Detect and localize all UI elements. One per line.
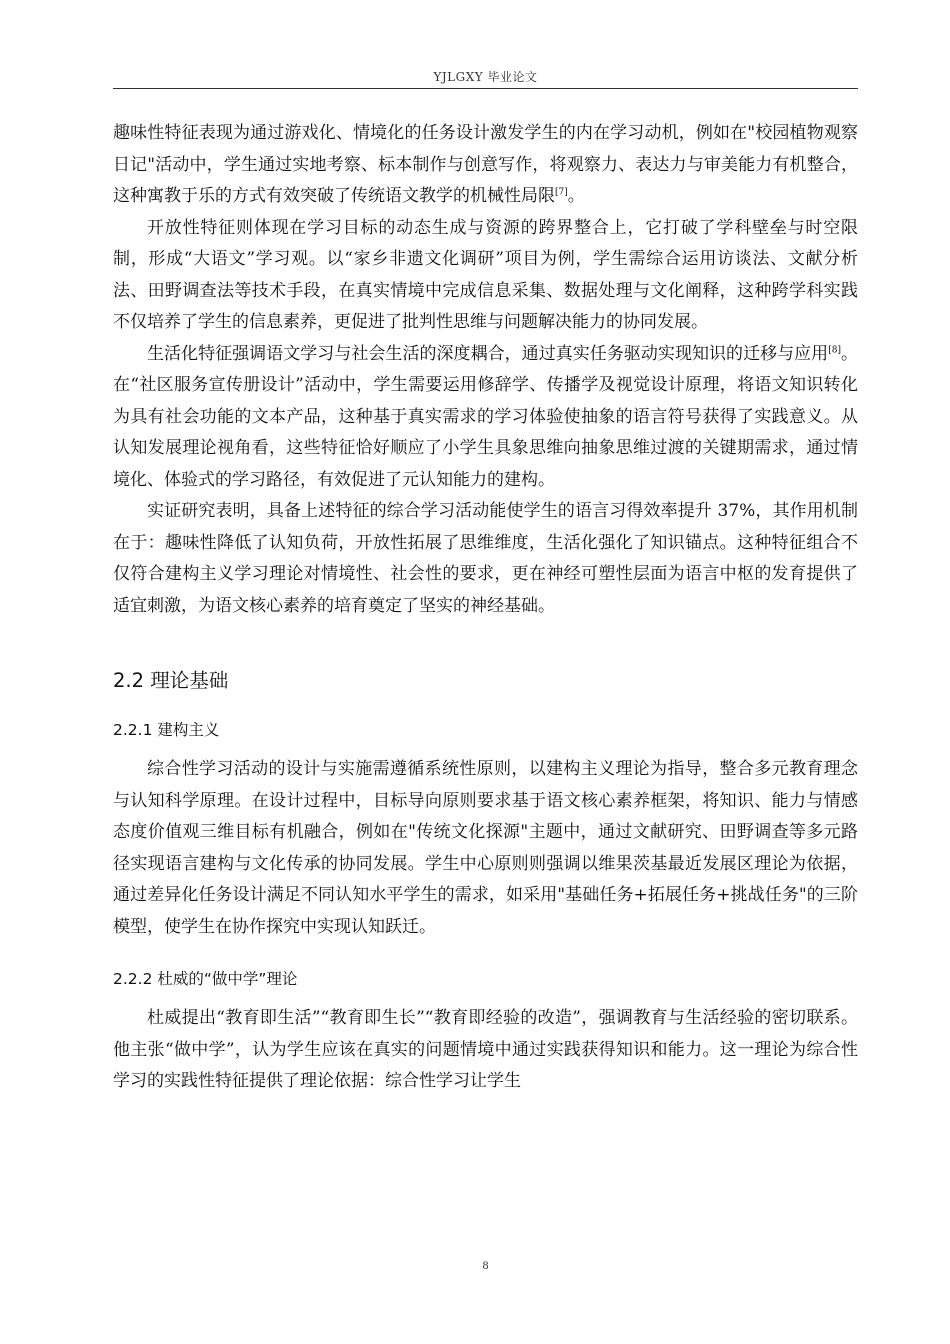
paragraph-empirical-study: 实证研究表明，具备上述特征的综合学习活动能使学生的语言习得效率提升 37%，其作用机制在于：趣味性降低了认知负荷，开放性拓展了思维维度，生活化强化了知识锚点。这种特征组合不仅符合建构主义学习理论对情境性、社会性的要求，更在神经可塑性层面为语言中枢的发育提供了适宜刺激，为语文核心素养的培育奠定了坚实的神经基础。 [113,501,858,616]
citation-8: [8] [828,344,841,355]
paragraph-text: 生活化特征强调语文学习与社会生活的深度耦合，通过真实任务驱动实现知识的迁移与应用 [147,343,829,364]
paragraph-dewey: 杜威提出“教育即生活”“教育即生长”“教育即经验的改造”，强调教育与生活经验的密切联系。他主张“做中学”，认为学生应该在真实的问题情境中通过实践获得知识和能力。这一理论为综合性学习的实践性特征提供了理论依据：综合性学习让学生 [113,1008,858,1091]
paragraph-tail: 。在“社区服务宣传册设计”活动中，学生需要运用修辞学、传播学及视觉设计原理，将语文知识转化为具有社会功能的文本产品，这种基于真实需求的学习体验使抽象的语言符号获得了实践意义。从认知发展理论视角看，这些特征恰好顺应了小学生具象思维向抽象思维过渡的关键期需求，通过情境化、体验式的学习路径，有效促进了元认知能力的建构。 [113,343,858,490]
citation-7: [7] [555,187,568,198]
paragraph-constructivism: 综合性学习活动的设计与实施需遵循系统性原则，以建构主义理论为指导，整合多元教育理念与认知科学原理。在设计过程中，目标导向原则要求基于语文核心素养框架，将知识、能力与情感态度价值观三维目标有机融合，例如在"传统文化探源"主题中，通过文献研究、田野调查等多元路径实现语言建构与文化传承的协同发展。学生中心原则则强调以维果茨基最近发展区理论为依据，通过差异化任务设计满足不同认知水平学生的需求，如采用"基础任务+拓展任务+挑战任务"的三阶模型，使学生在协作探究中实现认知跃迁。 [113,759,858,937]
paragraph-interest-feature [113,118,858,213]
subsection-heading-2-2-1: 2.2.1 建构主义 [113,721,220,739]
running-header: YJLGXY 毕业论文 [433,70,538,84]
paragraph-tail: 。 [567,186,585,206]
document-body [113,118,858,1098]
paragraph-text: 趣味性特征表现为通过游戏化、情境化的任务设计激发学生的内在学习动机，例如在"校园植物观察日记"活动中，学生通过实地考察、标本制作与创意写作，将观察力、表达力与审美能力有机整合，这种寓教于乐的方式有效突破了传统语文教学的机械性局限 [113,123,858,206]
paragraph-life-feature [113,339,858,497]
section-heading-2-2: 2.2 理论基础 [113,669,229,692]
header-rule [113,88,858,89]
paragraph-open-feature: 开放性特征则体现在学习目标的动态生成与资源的跨界整合上，它打破了学科壁垒与时空限制，形成“大语文”学习观。以“家乡非遗文化调研”项目为例，学生需综合运用访谈法、文献分析法、田野调查法等技术手段，在真实情境中完成信息采集、数据处理与文化阐释，这种跨学科实践不仅培养了学生的信息素养，更促进了批判性思维与问题解决能力的协同发展。 [113,217,858,332]
page-number: 8 [482,1258,489,1272]
subsection-heading-2-2-2: 2.2.2 杜威的“做中学”理论 [113,970,298,988]
